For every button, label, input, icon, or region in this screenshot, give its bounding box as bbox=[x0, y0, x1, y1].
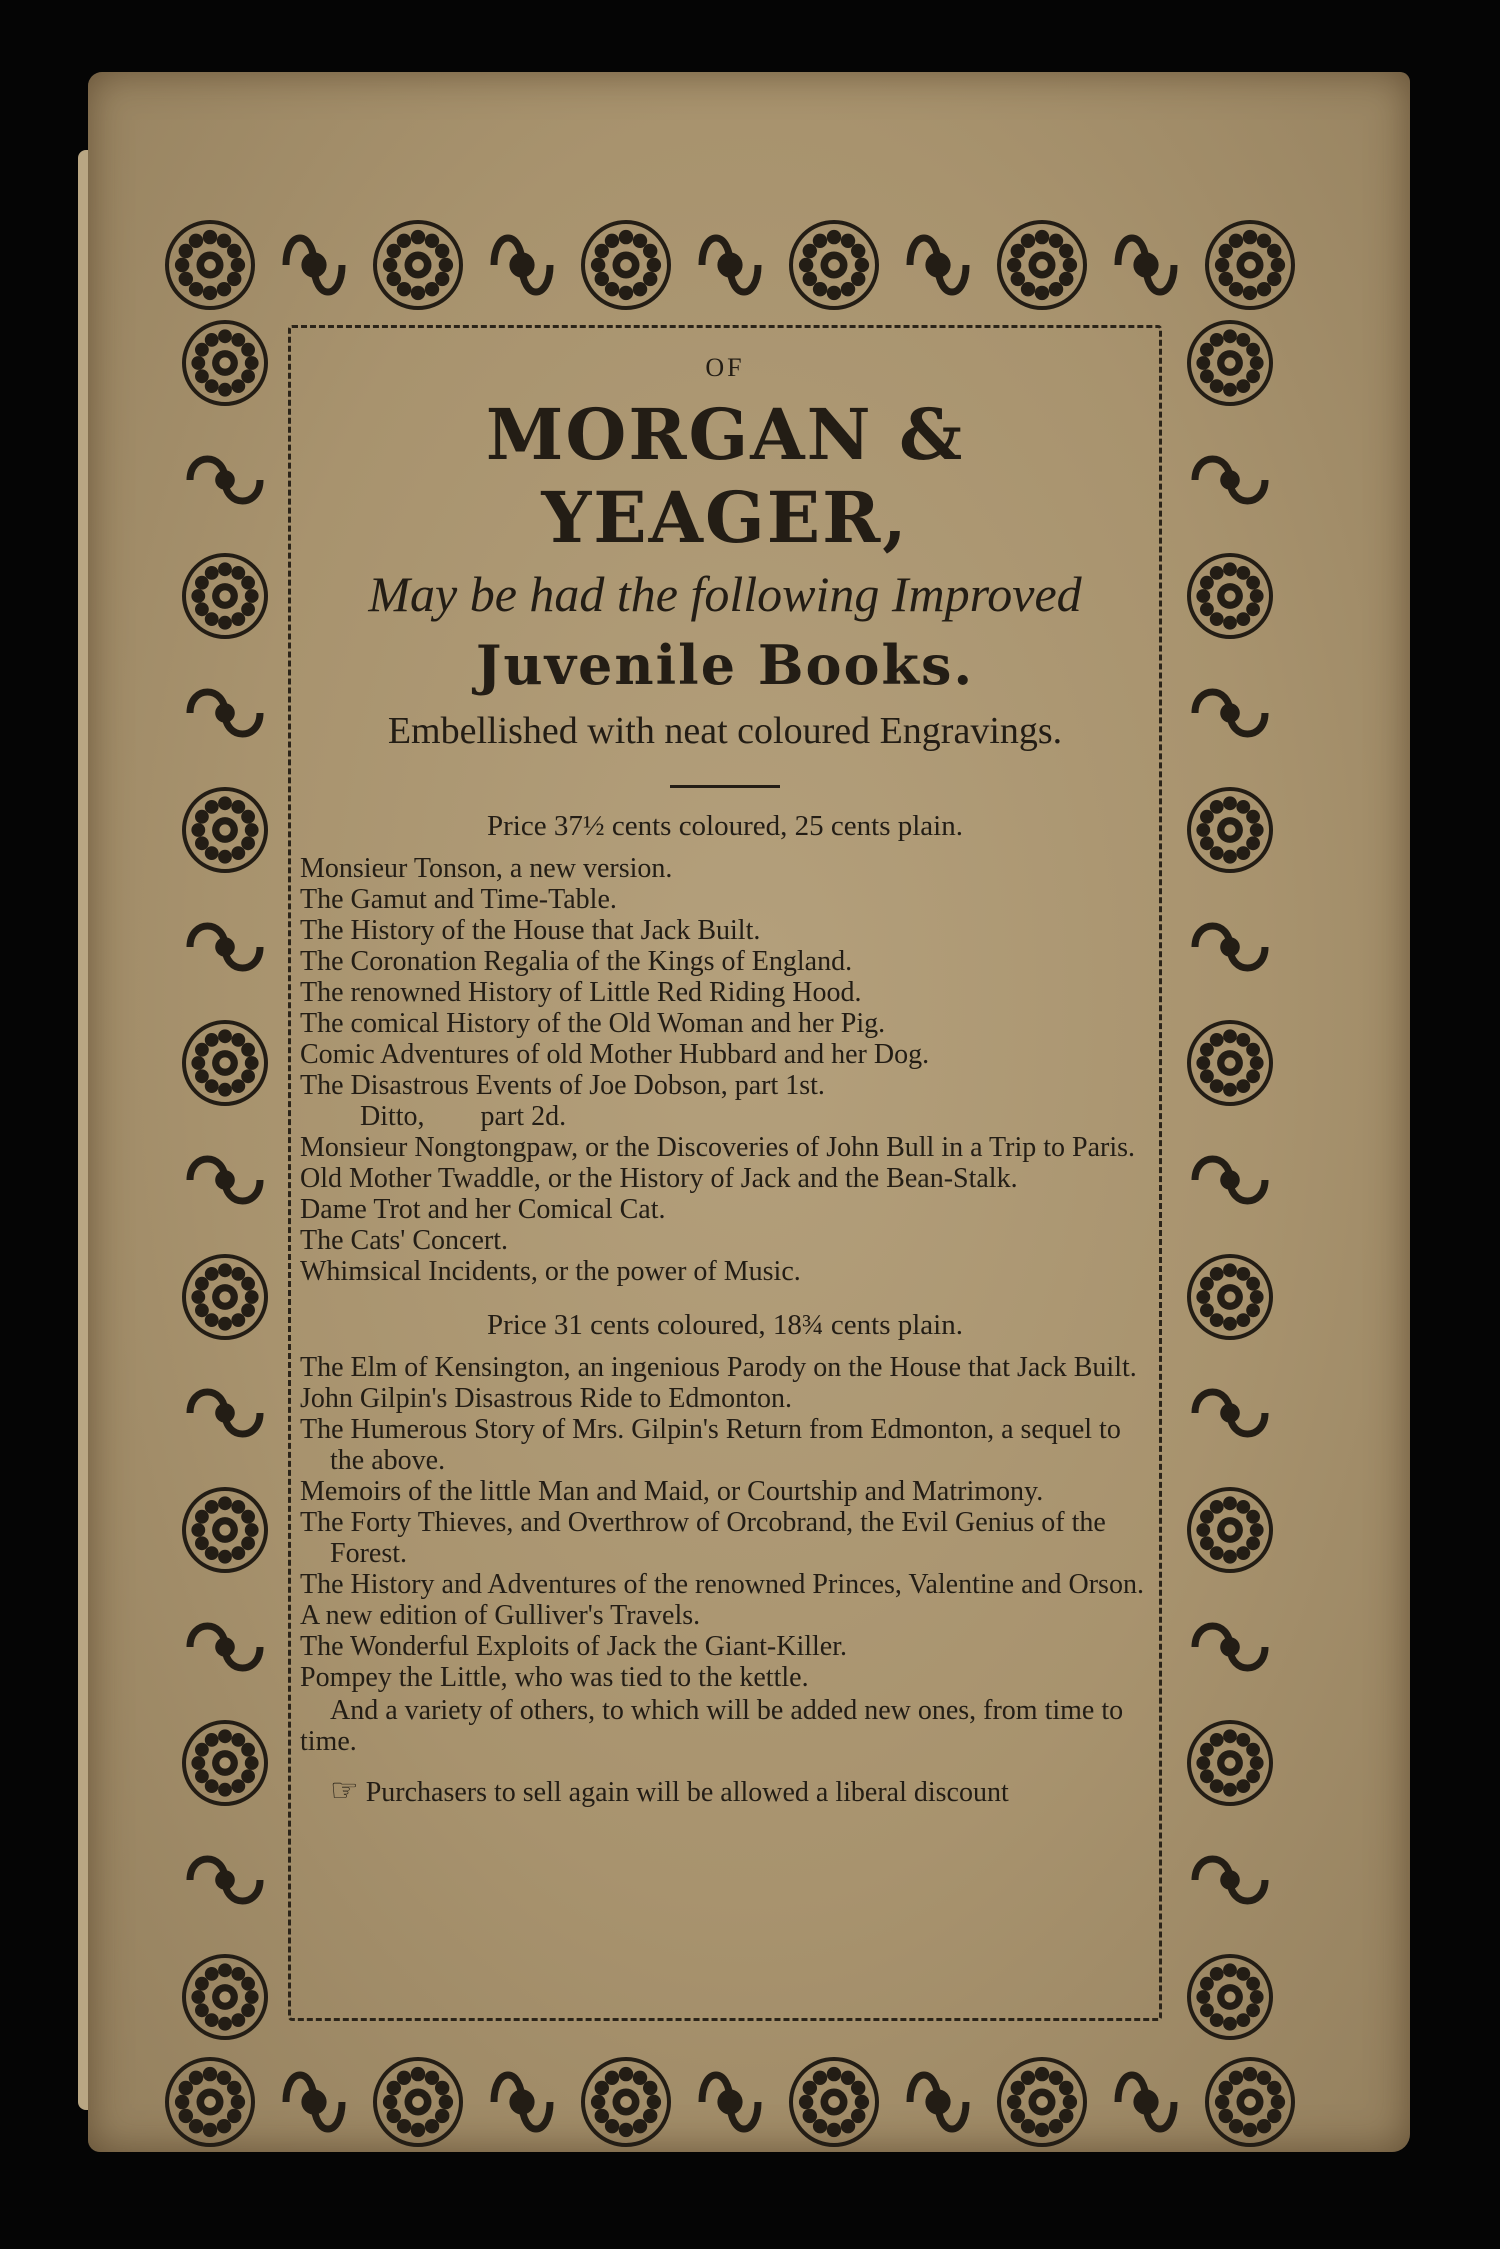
rosette-ornament-icon bbox=[1205, 2057, 1295, 2147]
embellished-line: Embellished with neat coloured Engravings. bbox=[387, 710, 1063, 752]
list-item: The Wonderful Exploits of Jack the Giant-Killer. bbox=[300, 1631, 847, 1662]
ornament-border-top bbox=[165, 205, 1295, 325]
list-item: Comic Adventures of old Mother Hubbard and her Dog. bbox=[300, 1039, 930, 1070]
scroll-ornament-icon bbox=[482, 2057, 562, 2147]
rosette-ornament-icon bbox=[182, 787, 268, 873]
purchasers-note bbox=[300, 1773, 1150, 1810]
scroll-ornament-icon bbox=[1180, 912, 1280, 982]
list-item: The Forty Thieves, and Overthrow of Orcobrand, the Evil Genius of the Forest. bbox=[300, 1507, 1106, 1569]
price-heading-1: Price 37½ cents coloured, 25 cents plain. bbox=[487, 810, 963, 842]
rosette-ornament-icon bbox=[1187, 1720, 1273, 1806]
scroll-ornament-icon bbox=[898, 220, 978, 310]
scroll-ornament-icon bbox=[482, 220, 562, 310]
rosette-ornament-icon bbox=[373, 220, 463, 310]
rosette-ornament-icon bbox=[373, 2057, 463, 2147]
price-heading-2: Price 31 cents coloured, 18¾ cents plain. bbox=[487, 1309, 963, 1341]
rosette-ornament-icon bbox=[997, 2057, 1087, 2147]
list-item: Monsieur Tonson, a new version. bbox=[300, 853, 673, 884]
of-line: OF bbox=[705, 353, 745, 382]
rosette-ornament-icon bbox=[789, 220, 879, 310]
rosette-ornament-icon bbox=[165, 220, 255, 310]
list-item: The History and Adventures of the renowned Princes, Valentine and Orson. bbox=[300, 1569, 1144, 1600]
subtitle: May be had the following Improved bbox=[368, 566, 1082, 622]
scroll-ornament-icon bbox=[1180, 1845, 1280, 1915]
rosette-ornament-icon bbox=[182, 320, 268, 406]
list-item: The Elm of Kensington, an ingenious Parody on the House that Jack Built. bbox=[300, 1352, 1137, 1383]
book-list-1 bbox=[300, 853, 1150, 1287]
rosette-ornament-icon bbox=[1187, 1020, 1273, 1106]
scroll-ornament-icon bbox=[1106, 2057, 1186, 2147]
scroll-ornament-icon bbox=[1180, 1145, 1280, 1215]
page-title: Juvenile Books. bbox=[475, 633, 975, 697]
scroll-ornament-icon bbox=[1106, 220, 1186, 310]
rosette-ornament-icon bbox=[1187, 1954, 1273, 2040]
list-item: The comical History of the Old Woman and her Pig. bbox=[300, 1008, 886, 1039]
scroll-ornament-icon bbox=[690, 2057, 770, 2147]
list-item: The History of the House that Jack Built. bbox=[300, 915, 761, 946]
rosette-ornament-icon bbox=[997, 220, 1087, 310]
rosette-ornament-icon bbox=[1187, 320, 1273, 406]
scroll-ornament-icon bbox=[175, 912, 275, 982]
rosette-ornament-icon bbox=[182, 1254, 268, 1340]
rosette-ornament-icon bbox=[1187, 1254, 1273, 1340]
list-item: Memoirs of the little Man and Maid, or Courtship and Matrimony. bbox=[300, 1476, 1044, 1507]
rosette-ornament-icon bbox=[789, 2057, 879, 2147]
rosette-ornament-icon bbox=[182, 1954, 268, 2040]
list-item: Whimsical Incidents, or the power of Music. bbox=[300, 1256, 801, 1287]
list-item: The renowned History of Little Red Riding Hood. bbox=[300, 977, 862, 1008]
list-item: The Disastrous Events of Joe Dobson, part 1st. bbox=[300, 1070, 825, 1101]
scroll-ornament-icon bbox=[175, 1378, 275, 1448]
list-item: Monsieur Nongtongpaw, or the Discoveries of John Bull in a Trip to Paris. bbox=[300, 1132, 1136, 1163]
list-item: The Cats' Concert. bbox=[300, 1225, 508, 1256]
rosette-ornament-icon bbox=[581, 220, 671, 310]
ornament-border-left bbox=[165, 320, 285, 2040]
list-item: Pompey the Little, who was tied to the kettle. bbox=[300, 1662, 809, 1693]
rosette-ornament-icon bbox=[182, 1720, 268, 1806]
scroll-ornament-icon bbox=[690, 220, 770, 310]
scroll-ornament-icon bbox=[1180, 1612, 1280, 1682]
scroll-ornament-icon bbox=[175, 445, 275, 515]
rosette-ornament-icon bbox=[581, 2057, 671, 2147]
scroll-ornament-icon bbox=[274, 220, 354, 310]
list-item: John Gilpin's Disastrous Ride to Edmonton. bbox=[300, 1383, 792, 1414]
divider bbox=[670, 785, 780, 788]
list-item: A new edition of Gulliver's Travels. bbox=[300, 1600, 701, 1631]
scroll-ornament-icon bbox=[175, 1612, 275, 1682]
scroll-ornament-icon bbox=[175, 1845, 275, 1915]
rosette-ornament-icon bbox=[1187, 1487, 1273, 1573]
list-item: The Gamut and Time-Table. bbox=[300, 884, 617, 915]
list-item: Old Mother Twaddle, or the History of Jack and the Bean-Stalk. bbox=[300, 1163, 1018, 1194]
scroll-ornament-icon bbox=[274, 2057, 354, 2147]
scroll-ornament-icon bbox=[1180, 678, 1280, 748]
rosette-ornament-icon bbox=[165, 2057, 255, 2147]
pointing-hand-icon: ☞ bbox=[330, 1772, 359, 1808]
ornament-border-bottom bbox=[165, 2042, 1295, 2162]
list-item: The Coronation Regalia of the Kings of England. bbox=[300, 946, 853, 977]
list-item: Ditto, part 2d. bbox=[360, 1101, 567, 1132]
ornament-border-right bbox=[1170, 320, 1290, 2040]
list-item: The Humerous Story of Mrs. Gilpin's Return from Edmonton, a sequel to the above. bbox=[300, 1414, 1121, 1476]
scroll-ornament-icon bbox=[175, 1145, 275, 1215]
cover-text bbox=[300, 345, 1150, 1810]
rosette-ornament-icon bbox=[1205, 220, 1295, 310]
list-item: Dame Trot and her Comical Cat. bbox=[300, 1194, 666, 1225]
closing-note: And a variety of others, to which will be added new ones, from time to time. bbox=[300, 1695, 1124, 1757]
scroll-ornament-icon bbox=[175, 678, 275, 748]
rosette-ornament-icon bbox=[182, 553, 268, 639]
scroll-ornament-icon bbox=[1180, 445, 1280, 515]
scroll-ornament-icon bbox=[1180, 1378, 1280, 1448]
rosette-ornament-icon bbox=[1187, 787, 1273, 873]
publisher-name: MORGAN & YEAGER, bbox=[485, 393, 965, 559]
scroll-ornament-icon bbox=[898, 2057, 978, 2147]
book-list-2 bbox=[300, 1352, 1150, 1693]
rosette-ornament-icon bbox=[182, 1020, 268, 1106]
rosette-ornament-icon bbox=[1187, 553, 1273, 639]
purchasers-text: Purchasers to sell again will be allowed a liberal discount bbox=[365, 1777, 1009, 1808]
rosette-ornament-icon bbox=[182, 1487, 268, 1573]
